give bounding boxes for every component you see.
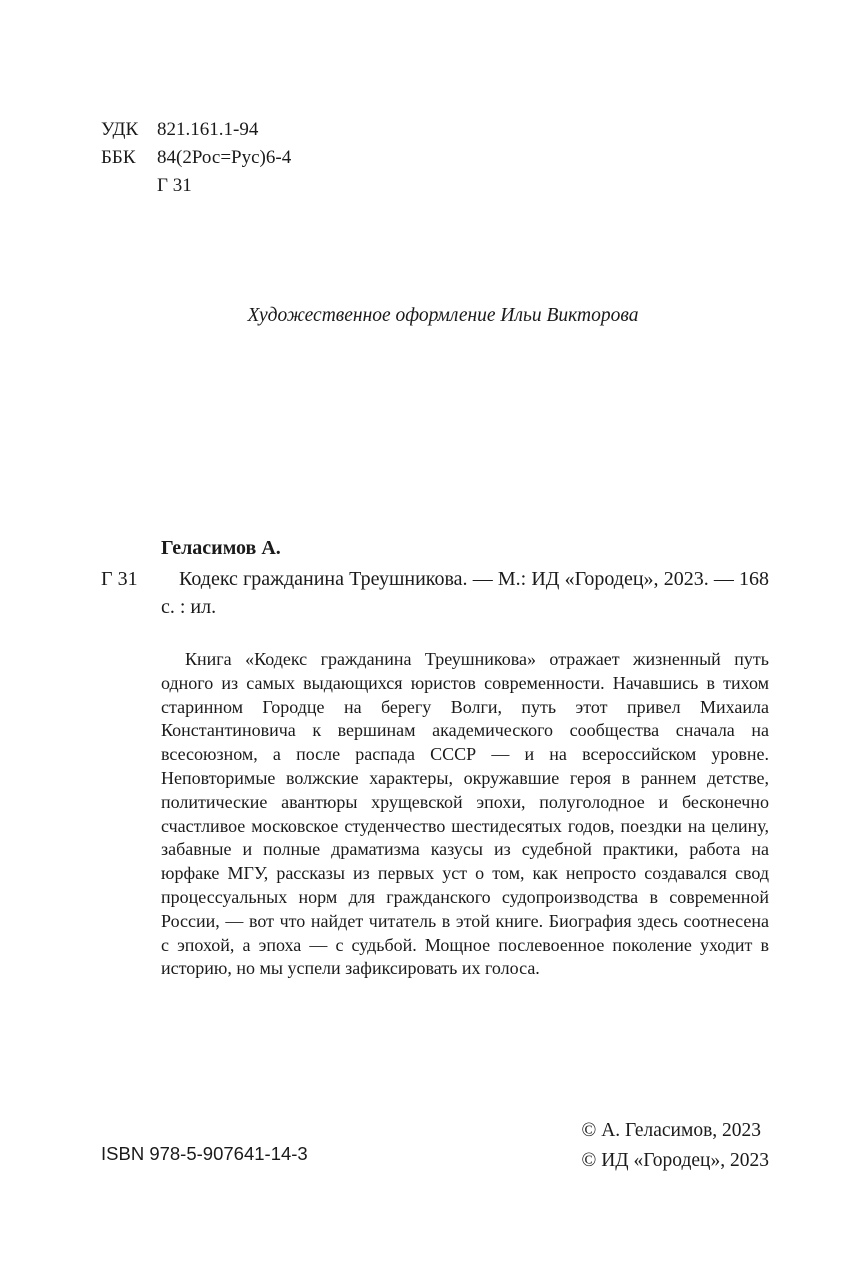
bbk-label: ББК — [101, 147, 136, 168]
classification-block — [101, 116, 291, 200]
design-credit: Художественное оформление Ильи Викторова — [247, 305, 639, 326]
copyright-author: © А. Геласимов, 2023 — [581, 1120, 762, 1141]
udc-label: УДК — [101, 119, 139, 140]
author-sign-value: Г 31 — [157, 175, 192, 196]
catalog-code: Г 31 — [101, 568, 138, 590]
bbk-value: 84(2Рос=Рус)6-4 — [157, 147, 292, 168]
copyright-block — [582, 1116, 769, 1176]
udc-row — [101, 116, 291, 144]
isbn: ISBN 978-5-907641-14-3 — [101, 1143, 308, 1164]
author-sign-label — [101, 172, 157, 200]
book-annotation: Книга «Кодекс гражданина Треушникова» отражает жизненный путь одного из самых выдающихся юристов современности. Начавшись в тихом старинном Городце на берегу Волги, путь этот привел Михаила Константиновича к вершинам академического сообщества сначала на всесоюзном, а после распада СССР — и на всероссийском уровне. Неповторимые волжские характеры, окружавшие героя в раннем детстве, политические авантюры хрущевской эпохи, полуголодное и бесконечно счастливое московское студенчество шестидесятых годов, поездки на целину, забавные и полные драматизма казусы из судебной практики, работа на юрфаке МГУ, рассказы из первых уст о том, как непросто создавался свод процессуальных норм для гражданского судопроизводства в современной России, — вот что найдет читатель в этой книге. Биография здесь соотнесена с эпохой, а эпоха — с судьбой. Мощное послевоенное поколение уходит в историю, но мы успели зафиксировать их голоса. — [161, 649, 769, 979]
bibliographic-entry: Кодекс гражданина Треушникова. — М.: ИД «Городец», 2023. — 168 с. : ил. — [161, 568, 769, 618]
copyright-publisher: © ИД «Городец», 2023 — [581, 1150, 769, 1171]
author-sign-row — [101, 172, 291, 200]
bbk-row — [101, 144, 291, 172]
udc-value: 821.161.1-94 — [157, 119, 259, 140]
author-name: Геласимов А. — [161, 537, 281, 559]
